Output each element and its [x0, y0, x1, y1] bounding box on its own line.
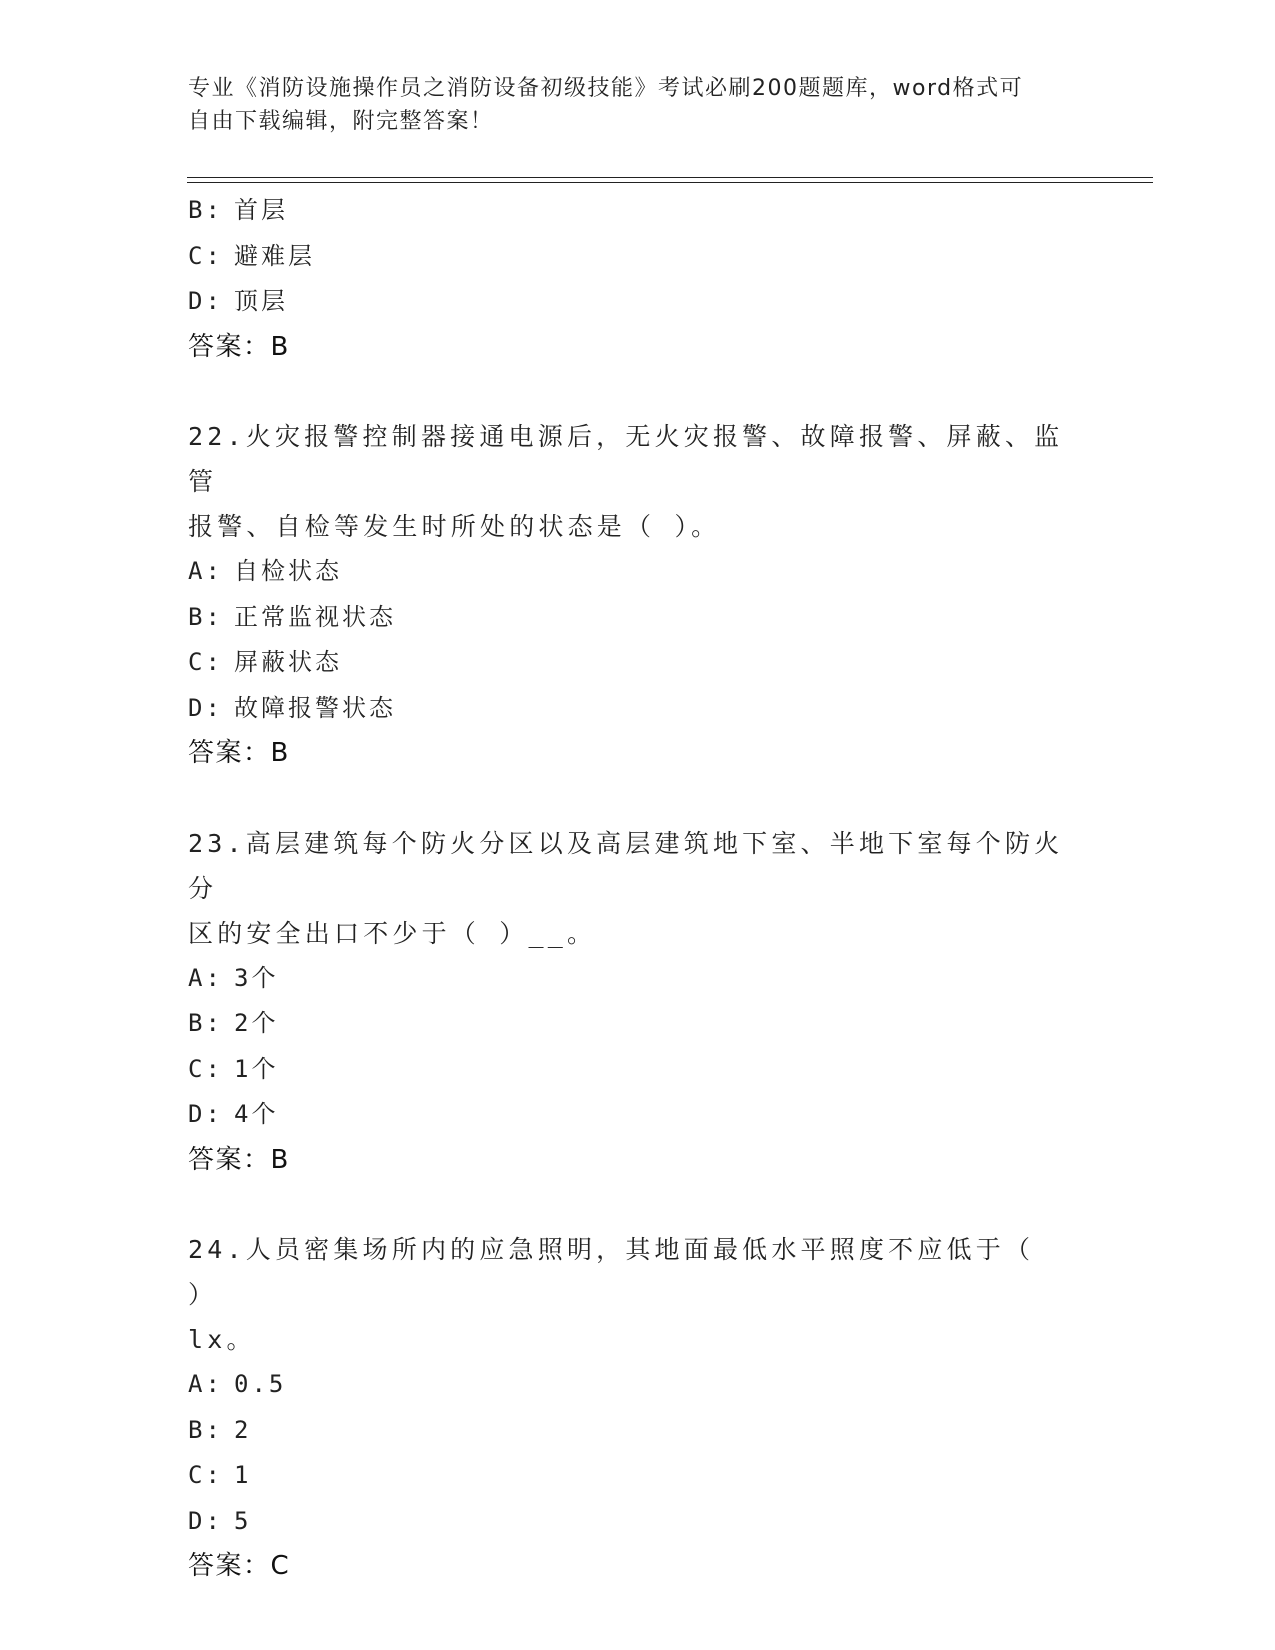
option-c — [188, 1453, 1088, 1499]
header-line-2: 自由下载编辑，附完整答案！ — [188, 109, 494, 134]
option-b — [188, 188, 1088, 234]
question-stem — [188, 821, 1068, 956]
option-d — [188, 1092, 1088, 1138]
option-d — [188, 686, 1088, 732]
option-text: 4个 — [234, 1100, 279, 1128]
option-text: 顶层 — [234, 287, 288, 315]
option-a — [188, 1362, 1088, 1408]
option-letter: B: — [188, 602, 223, 631]
option-letter: D: — [188, 1506, 223, 1535]
option-letter: C: — [188, 648, 223, 676]
answer-line: 答案：B — [188, 331, 290, 362]
question-stem-line-1: 22.火灾报警控制器接通电源后，无火灾报警、故障报警、屏蔽、监管 — [188, 422, 1064, 496]
header-divider-bottom — [187, 182, 1153, 183]
option-text: 自检状态 — [234, 557, 342, 585]
option-letter: B: — [188, 1009, 223, 1037]
answer-line: 答案：B — [188, 1144, 290, 1175]
option-c — [188, 234, 1088, 280]
question-23 — [188, 821, 1088, 1184]
option-letter: D: — [188, 693, 223, 722]
question-stem-line-1: 24.人员密集场所内的应急照明，其地面最低水平照度不应低于（ ） — [188, 1235, 1035, 1309]
option-b — [188, 1408, 1088, 1454]
option-a — [188, 549, 1088, 595]
option-text: 0.5 — [234, 1370, 287, 1398]
question-stem-line-2: lx。 — [188, 1325, 256, 1354]
option-letter: C: — [188, 1054, 223, 1083]
option-letter: A: — [188, 557, 223, 585]
option-text: 5 — [234, 1506, 252, 1535]
answer-line: 答案：C — [188, 1551, 291, 1581]
option-b — [188, 595, 1088, 641]
option-text: 1个 — [234, 1054, 279, 1083]
option-d — [188, 279, 1088, 325]
answer-line: 答案：B — [188, 738, 290, 768]
option-text: 屏蔽状态 — [234, 648, 342, 676]
option-text: 避难层 — [234, 241, 315, 270]
option-text: 1 — [234, 1461, 252, 1489]
option-letter: D: — [188, 287, 223, 315]
header-line-1: 专业《消防设施操作员之消防设备初级技能》考试必刷200题题库，word格式可 — [188, 76, 1024, 101]
option-c — [188, 640, 1088, 686]
option-letter: C: — [188, 1461, 223, 1489]
option-text: 首层 — [234, 196, 288, 224]
question-24 — [188, 1227, 1088, 1590]
option-letter: A: — [188, 1370, 223, 1398]
question-21-tail — [188, 188, 1088, 370]
option-a — [188, 956, 1088, 1002]
option-text: 2 — [234, 1415, 252, 1444]
question-stem — [188, 414, 1068, 549]
question-stem-line-2: 区的安全出口不少于（ ）__。 — [188, 918, 597, 948]
document-header — [188, 72, 1068, 138]
option-text: 故障报警状态 — [234, 693, 396, 722]
header-divider-top — [187, 177, 1153, 178]
question-stem-line-1: 23.高层建筑每个防火分区以及高层建筑地下室、半地下室每个防火分 — [188, 828, 1064, 903]
option-c — [188, 1047, 1088, 1093]
option-text: 2个 — [234, 1009, 279, 1037]
question-stem — [188, 1227, 1068, 1362]
question-list — [188, 188, 1088, 1590]
option-letter: D: — [188, 1100, 223, 1128]
option-letter: B: — [188, 196, 223, 224]
option-b — [188, 1001, 1088, 1047]
option-letter: A: — [188, 963, 223, 992]
option-d — [188, 1499, 1088, 1545]
question-stem-line-2: 报警、自检等发生时所处的状态是（ ）。 — [188, 512, 721, 541]
option-text: 3个 — [234, 963, 279, 992]
option-text: 正常监视状态 — [234, 602, 396, 631]
option-letter: B: — [188, 1415, 223, 1444]
question-22 — [188, 414, 1088, 777]
option-letter: C: — [188, 241, 223, 270]
